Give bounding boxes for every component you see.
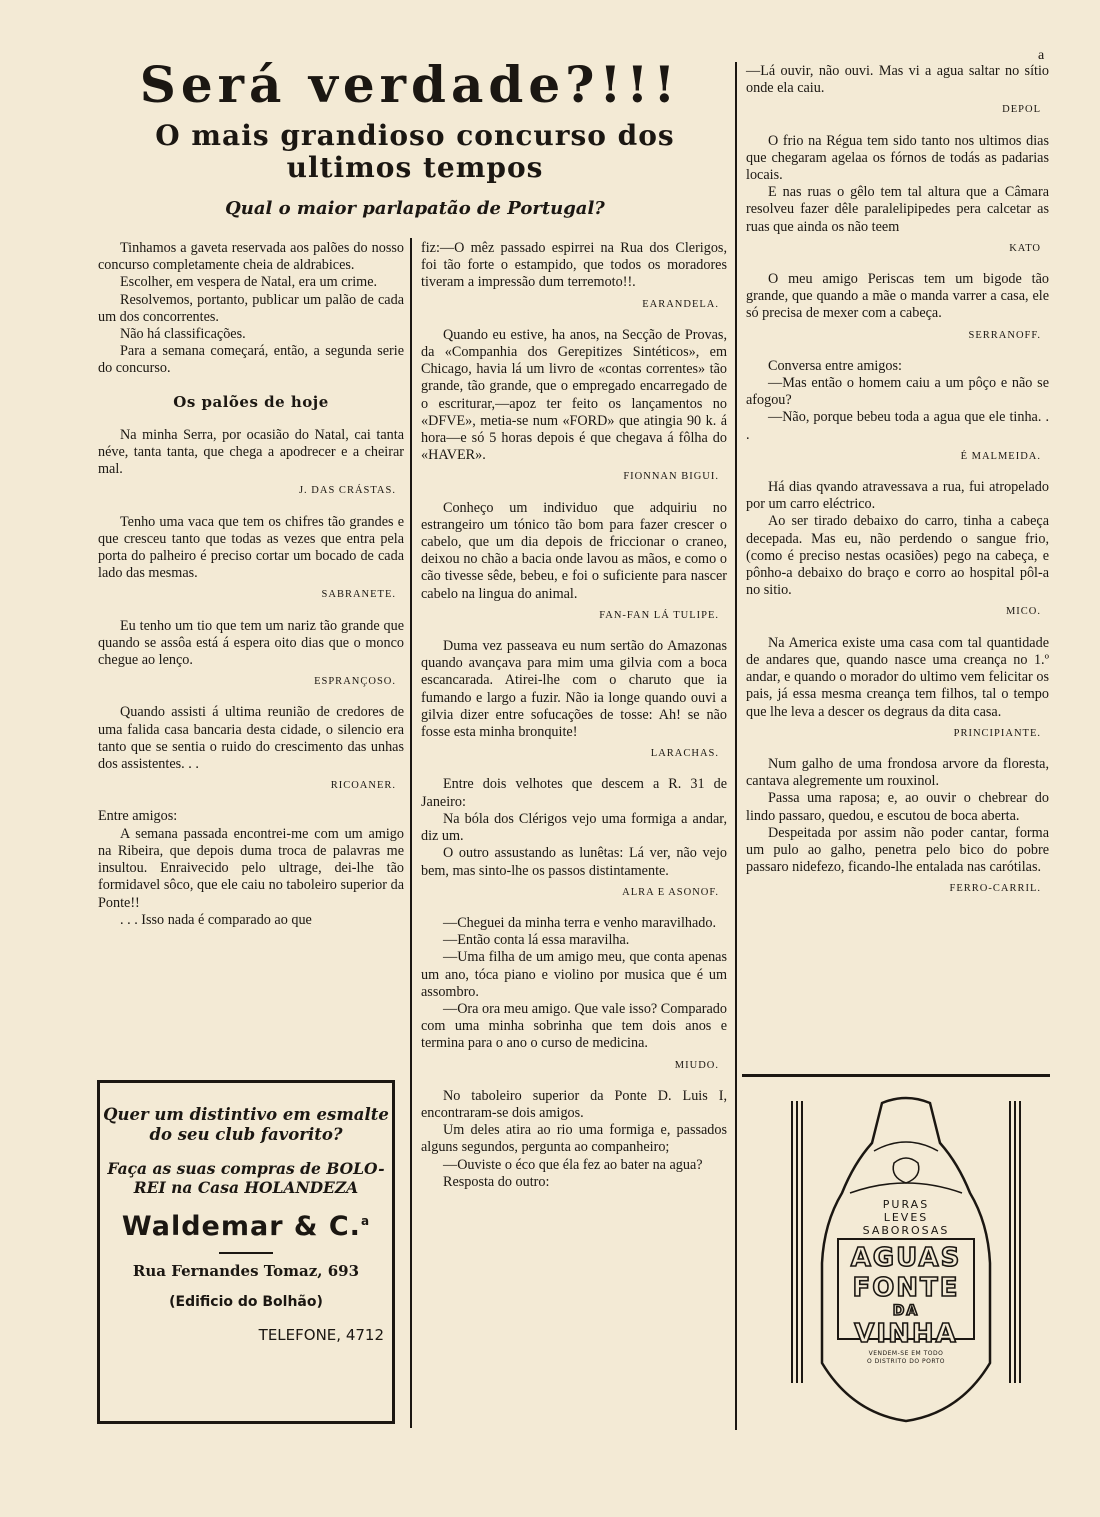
entry-text: O meu amigo Periscas tem um bigode tão grande, que quando a mãe o manda varrer a casa, ele só precisa de mexer com a cabeça.	[746, 271, 1049, 322]
entry-author: SERRANOFF.	[968, 329, 1041, 341]
page-corner-letter: a	[1038, 48, 1045, 63]
entry-text: O frio na Régua tem sido tanto nos ultimos dias que chegaram agelaa os fórnos de todás as padarias locais.	[746, 132, 1049, 184]
ad-phone: TELEFONE, 4712	[258, 1326, 384, 1344]
entry-author: J. DAS CRÁSTAS.	[298, 485, 396, 497]
entry-text: Na minha Serra, por ocasião do Natal, cai tanta néve, tanta tanta, que chega a apodrecer e a cheirar mal.	[98, 426, 404, 478]
entries-list	[421, 327, 727, 1201]
entry-text: —Mas então o homem caiu a um pôço e não se afogou?	[746, 375, 1049, 409]
entry-text: Resposta do outro:	[443, 1173, 550, 1190]
entry-text: Um deles atira ao rio uma formiga e, passados alguns segundos, pergunta ao companheiro;	[421, 1122, 727, 1156]
ad-building: (Edificio do Bolhão)	[169, 1294, 323, 1310]
entry-text: . . . Isso nada é comparado ao que	[120, 911, 312, 928]
entry-author: RICOANER.	[330, 780, 396, 792]
ad-address: Rua Fernandes Tomaz, 693	[132, 1262, 360, 1280]
column-2	[421, 240, 727, 1201]
entry-text: Conversa entre amigos:	[768, 357, 902, 374]
entry-text: E nas ruas o gêlo tem tal altura que a Câmara resolveu fazer dêle paralelipipedes pera calcetar as ruas que ainda os não teem	[746, 184, 1049, 235]
ad-headline: Quer um distintivo em esmalte do seu club favorito?	[103, 1105, 389, 1144]
entry-text: A semana passada encontrei-me com um amigo na Ribeira, que depois duma troca de palavras me insultou. Enraivecido pelo ultrage, dei-lhe tão formidavel sôco, que ele caiu no taboleiro superior da Ponte!!	[98, 825, 404, 911]
advertisement-aguas-fonte-da-vinha	[790, 1093, 1022, 1423]
continuation-text: fiz:—O mêz passado espirrei na Rua dos Clerigos, foi tão forte o estampido, que todos os moradores tiveram a impressão dum terremoto!!.	[421, 240, 727, 291]
entry-text: Quando assisti á ultima reunião de credores de uma falida casa bancaria desta cidade, o silencio era tanto que se sentia o ruido do crescimento das unhas dos assistentes. . .	[98, 704, 404, 773]
intro-paragraph: Para a semana começará, então, a segunda serie do concurso.	[98, 343, 404, 377]
entry-text: Quando eu estive, ha anos, na Secção de Provas, da «Companhia dos Gerepitizes Sintéticos», em Chicago, havia lá um livro de «contas correntes» tão grande, tão grande, que o empregado encarregado de o escriturar,—apoz ter feito os lançamentos no «DFVE», metia-se num «FORD» que atingia 90 k. á hora—e só 5 horas depois é que chegava á fôlha do «HAVER».	[421, 326, 727, 464]
ad-divider	[219, 1252, 273, 1254]
ad-tags: PURAS LEVES SABOROSAS	[862, 1198, 950, 1237]
entry-text: Ao ser tirado debaixo do carro, tinha a cabeça decepada. Mas eu, não perdendo o sangue frio, (como é preciso nestas ocasiões) pego na cabeça, e pônho-a debaixo do braço e corro ao hospital pôl-a no sitio.	[746, 513, 1049, 599]
entry-text: —Ora ora meu amigo. Que vale isso? Comparado com uma minha sobrinha que tem dois anos e termina para o ano o curso de medicina.	[421, 1000, 727, 1052]
entry-author: ESPRANÇOSO.	[314, 676, 396, 688]
entry-text: —Ouviste o éco que éla fez ao bater na agua?	[443, 1156, 703, 1173]
entry-text: Entre dois velhotes que descem a R. 31 de Janeiro:	[421, 776, 727, 810]
entry-author: FAN-FAN LÁ TULIPE.	[599, 609, 719, 621]
column-divider	[735, 62, 737, 1430]
entry-author: FIONNAN BIGUI.	[623, 471, 719, 483]
continuation-text: —Lá ouvir, não ouvi. Mas vi a agua saltar no sítio onde ela caiu.	[746, 63, 1049, 97]
entry-author: MIUDO.	[674, 1059, 719, 1071]
ad-company-name: Waldemar & C.$^a$	[121, 1211, 371, 1242]
intro-paragraph: Não há classificações.	[120, 326, 246, 343]
entry-text: Num galho de uma frondosa arvore da floresta, cantava alegremente um rouxinol.	[746, 755, 1049, 790]
entry-author: LARACHAS.	[650, 748, 719, 760]
entry-author: EARANDELA.	[642, 298, 719, 310]
section-title: Os palões de hoje	[173, 392, 329, 411]
entry-text: Eu tenho um tio que tem um nariz tão grande que quando se assôa está á espera oito dias que o monco chegue ao lenço.	[98, 617, 404, 669]
horizontal-rule	[742, 1074, 1050, 1077]
advertisement-waldemar	[97, 1080, 395, 1424]
entry-text: —Não, porque bebeu toda a agua que ele tinha. . .	[746, 409, 1049, 443]
contest-question: Qual o maior parlapatão de Portugal?	[225, 198, 605, 219]
entry-spacer	[421, 1191, 727, 1201]
entries-list	[746, 133, 1049, 898]
entry-author: DEPOL	[1002, 104, 1041, 116]
entry-author: MICO.	[1005, 606, 1041, 618]
entries-list	[98, 427, 404, 795]
entry-text: Despeitada por assim não poder cantar, forma um pulo ao galho, penetra pelo bico do pobre passaro nidefezo, ficando-lhe entalada nas carótilas.	[746, 824, 1049, 876]
entry-text: No taboleiro superior da Ponte D. Luis I, encontraram-se dois amigos.	[421, 1087, 727, 1121]
column-3	[746, 63, 1049, 912]
entry-text: —Uma filha de um amigo meu, que conta apenas um ano, tóca piano e violino por musica que é um assombro.	[421, 949, 727, 1000]
entry-text: O outro assustando as lunêtas: Lá ver, não vejo bem, mas sinto-lhe os passos distintamente.	[421, 845, 727, 879]
entry-text: —Então conta lá essa maravilha.	[443, 932, 630, 949]
ad-footnote: VENDEM-SE EM TODO O DISTRITO DO PORTO	[867, 1350, 945, 1365]
entry-author: PRINCIPIANTE.	[953, 727, 1041, 739]
entry-text: Conheço um individuo que adquiriu no estrangeiro um tónico tão bom para fazer crescer o cabelo, que um dia depois de friccionar o craneo, deixou no chão a bacia onde lavou as mãos, e como o cão tivesse sêde, bebeu, e foi o suficiente para nascer cabelo na lingua do animal.	[421, 499, 727, 602]
intro-paragraph: Tinhamos a gaveta reservada aos palões do nosso concurso completamente cheia de aldrabices.	[98, 240, 404, 274]
entry-author: SABRANETE.	[321, 589, 396, 601]
entry-author: É MALMEIDA.	[960, 450, 1041, 462]
entry-text: Duma vez passeava eu num sertão do Amazonas quando avançava para mim uma gilvia com a boca escancarada. Atirei-lhe com o charuto que ia fumando e largo a fuzir. Não ia longe quando ouvi a gilvia dizer entre sofucações de tosse: Ah! se não fosse esta minha bronquite!	[421, 638, 727, 741]
entry-text: Passa uma raposa; e, ao ouvir o chebrear do lindo passaro, quedou, e escutou de boca aberta.	[746, 790, 1049, 824]
entry-text: Na America existe uma casa com tal quantidade de andares que, quando nasce uma creança no 1.º andar, e quando o morador do ultimo vem felicitar os pais, já essa mesma creança tem filhos, tal o tempo que lhe leva a descer os degraus da dita casa.	[746, 634, 1049, 720]
intro-text	[98, 240, 404, 378]
entry-text: —Cheguei da minha terra e venho maravilhado.	[443, 914, 717, 931]
entry-author: FERRO-CARRIL.	[949, 883, 1041, 895]
entry-author: KATO	[1009, 242, 1041, 254]
intro-paragraph: Resolvemos, portanto, publicar um palão de cada um dos concorrentes.	[98, 291, 404, 325]
entry-text: Na bóla dos Clérigos vejo uma formiga a andar, diz um.	[421, 810, 727, 845]
entry-text: Há dias qvando atravessava a rua, fui atropelado por um carro eléctrico.	[746, 479, 1049, 513]
page-subtitle: O mais grandioso concurso dos ultimos tempos	[155, 119, 675, 184]
column-divider	[410, 238, 412, 1428]
entry-text: Entre amigos:	[98, 808, 178, 825]
last-entry	[98, 808, 404, 928]
page-title: Será verdade?!!!	[139, 55, 681, 114]
ad-tagline: Faça as suas compras de BOLO-REI na Casa HOLANDEZA	[107, 1159, 385, 1197]
entry-author: ALRA E ASONOF.	[622, 886, 719, 898]
ad-brand: AGUAS FONTE DA VINHA	[850, 1243, 962, 1349]
entry-text: Tenho uma vaca que tem os chifres tão grandes e que cresceu tanto que todas as vezes que entra pela porta do palheiro é preciso cortar um bocado de cada lado das mesmas.	[98, 513, 404, 582]
column-1	[98, 240, 404, 929]
intro-paragraph: Escolher, em vespera de Natal, era um crime.	[120, 274, 378, 291]
